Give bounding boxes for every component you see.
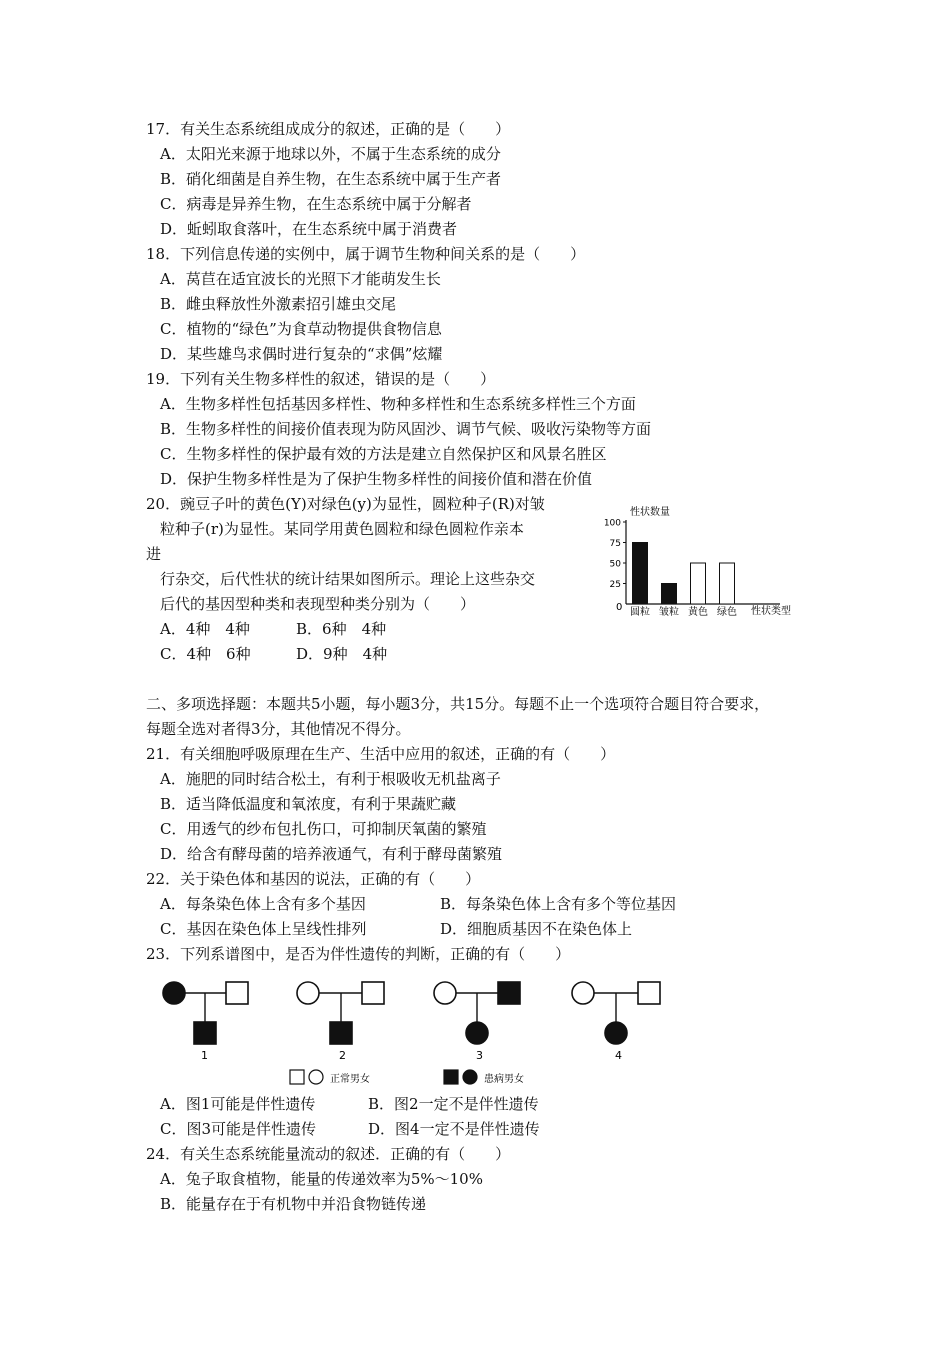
x-tick-label-黄色: 黄色 <box>688 607 708 618</box>
pedigree-4-daughter-affected <box>605 1022 627 1044</box>
q22-option-b: B．每条染色体上含有多个等位基因 <box>440 895 677 913</box>
x-tick-label-皱粒: 皱粒 <box>659 607 679 618</box>
question-22-stem: 22．关于染色体和基因的说法，正确的有（ ） <box>146 870 481 888</box>
question-24-stem: 24．有关生态系统能量流动的叙述．正确的有（ ） <box>146 1145 511 1163</box>
q18-option-c: C．植物的“绿色”为食草动物提供食物信息 <box>160 320 442 338</box>
q17-option-d: D．蚯蚓取食落叶，在生态系统中属于消费者 <box>160 220 458 238</box>
pedigree-figure <box>150 972 680 1092</box>
pedigree-4-father-normal <box>638 982 660 1004</box>
chart-x-axis-label: 性状类型 <box>751 606 791 617</box>
pedigree-3-label: 3 <box>476 1049 483 1062</box>
y-tick-label-100: 100 <box>603 518 621 529</box>
q23-option-c: C．图3可能是伴性遗传 <box>160 1120 317 1138</box>
q20-option-b: B．6种 4种 <box>296 620 387 638</box>
q21-option-d: D．给含有酵母菌的培养液通气，有利于酵母菌繁殖 <box>160 845 503 863</box>
pedigree-4-mother-normal <box>572 982 594 1004</box>
pedigree-3-mother-normal <box>434 982 456 1004</box>
pedigree-1 <box>163 982 248 1062</box>
question-20-line-1: 20．豌豆子叶的黄色(Y)对绿色(y)为显性，圆粒种子(R)对皱 <box>146 495 545 513</box>
y-tick-label-50: 50 <box>609 559 621 570</box>
q23-option-d: D．图4一定不是伴性遗传 <box>368 1120 540 1138</box>
bar-绿色 <box>720 563 735 604</box>
pedigree-3 <box>434 982 520 1062</box>
q17-option-c: C．病毒是异养生物，在生态系统中属于分解者 <box>160 195 472 213</box>
q20-option-a: A．4种 4种 <box>160 620 250 638</box>
pedigree-2-father-normal <box>362 982 384 1004</box>
question-21-stem: 21．有关细胞呼吸原理在生产、生活中应用的叙述，正确的有（ ） <box>146 745 616 763</box>
pedigree-legend <box>290 1070 524 1085</box>
question-20-line-5: 后代的基因型种类和表现型种类分别为（ ） <box>160 595 476 613</box>
pedigree-3-daughter-affected <box>466 1022 488 1044</box>
question-18-stem: 18．下列信息传递的实例中，属于调节生物种间关系的是（ ） <box>146 245 586 263</box>
legend-normal-female-icon <box>309 1070 323 1084</box>
pedigree-1-mother-affected <box>163 982 185 1004</box>
legend-affected-female-icon <box>463 1070 477 1084</box>
legend-normal-label: 正常男女 <box>330 1074 370 1085</box>
pedigree-4-label: 4 <box>615 1049 622 1062</box>
q20-option-d: D．9种 4种 <box>296 645 388 663</box>
pedigree-1-label: 1 <box>201 1049 208 1062</box>
q19-option-b: B．生物多样性的间接价值表现为防风固沙、调节气候、吸收污染物等方面 <box>160 420 652 438</box>
question-17-stem: 17．有关生态系统组成成分的叙述，正确的是（ ） <box>146 120 511 138</box>
legend-affected-male-icon <box>444 1070 458 1084</box>
q19-option-d: D．保护生物多样性是为了保护生物多样性的间接价值和潜在价值 <box>160 470 593 488</box>
q17-option-a: A．太阳光来源于地球以外，不属于生态系统的成分 <box>160 145 501 163</box>
chart-origin-label: 0 <box>616 602 623 613</box>
q22-option-c: C．基因在染色体上呈线性排列 <box>160 920 367 938</box>
question-20-line-3: 进 <box>146 545 162 563</box>
q17-option-b: B．硝化细菌是自养生物，在生态系统中属于生产者 <box>160 170 502 188</box>
question-20-line-4: 行杂交，后代性状的统计结果如图所示。理论上这些杂交 <box>160 570 536 588</box>
q21-option-a: A．施肥的同时结合松土，有利于根吸收无机盐离子 <box>160 770 501 788</box>
section-2-heading-line-1: 二、多项选择题：本题共5小题，每小题3分，共15分。每题不止一个选项符合题目符合要求， <box>146 695 770 713</box>
q22-option-d: D．细胞质基因不在染色体上 <box>440 920 633 938</box>
q19-option-a: A．生物多样性包括基因多样性、物种多样性和生态系统多样性三个方面 <box>160 395 636 413</box>
q19-option-c: C．生物多样性的保护最有效的方法是建立自然保护区和风景名胜区 <box>160 445 607 463</box>
question-19-stem: 19．下列有关生物多样性的叙述，错误的是（ ） <box>146 370 496 388</box>
q18-option-d: D．某些雄鸟求偶时进行复杂的“求偶”炫耀 <box>160 345 443 363</box>
q24-option-a: A．兔子取食植物，能量的传递效率为5%～10% <box>160 1170 483 1188</box>
legend-normal-male-icon <box>290 1070 304 1084</box>
q24-option-b: B．能量存在于有机物中并沿食物链传递 <box>160 1195 427 1213</box>
pedigree-1-son-affected <box>194 1022 216 1044</box>
pedigree-2-label: 2 <box>339 1049 346 1062</box>
y-tick-label-25: 25 <box>609 580 621 590</box>
x-tick-label-绿色: 绿色 <box>717 607 737 618</box>
x-tick-label-圆粒: 圆粒 <box>630 607 650 618</box>
section-2-heading-line-2: 每题全选对者得3分，其他情况不得分。 <box>146 720 411 738</box>
pedigree-1-father-normal <box>226 982 248 1004</box>
bar-圆粒 <box>633 543 648 605</box>
chart-y-axis-label: 性状数量 <box>630 507 670 518</box>
bar-皱粒 <box>662 584 677 605</box>
q23-option-b: B．图2一定不是伴性遗传 <box>368 1095 539 1113</box>
q18-option-b: B．雌虫释放性外激素招引雄虫交尾 <box>160 295 397 313</box>
q18-option-a: A．莴苣在适宜波长的光照下才能萌发生长 <box>160 270 441 288</box>
question-20-line-2: 粒种子(r)为显性。某同学用黄色圆粒和绿色圆粒作亲本 <box>160 520 524 538</box>
legend-affected-label: 患病男女 <box>484 1074 524 1085</box>
q21-option-c: C．用透气的纱布包扎伤口，可抑制厌氧菌的繁殖 <box>160 820 487 838</box>
q21-option-b: B．适当降低温度和氧浓度，有利于果蔬贮藏 <box>160 795 457 813</box>
y-tick-label-75: 75 <box>609 539 621 549</box>
trait-count-bar-chart <box>596 500 806 622</box>
pedigree-2 <box>297 982 384 1062</box>
q23-option-a: A．图1可能是伴性遗传 <box>160 1095 316 1113</box>
bar-黄色 <box>691 563 706 604</box>
pedigree-3-father-affected <box>498 982 520 1004</box>
q22-option-a: A．每条染色体上含有多个基因 <box>160 895 366 913</box>
pedigree-4 <box>572 982 660 1062</box>
q20-option-c: C．4种 6种 <box>160 645 251 663</box>
pedigree-2-mother-normal <box>297 982 319 1004</box>
pedigree-2-son-affected <box>330 1022 352 1044</box>
question-23-stem: 23．下列系谱图中，是否为伴性遗传的判断，正确的有（ ） <box>146 945 571 963</box>
